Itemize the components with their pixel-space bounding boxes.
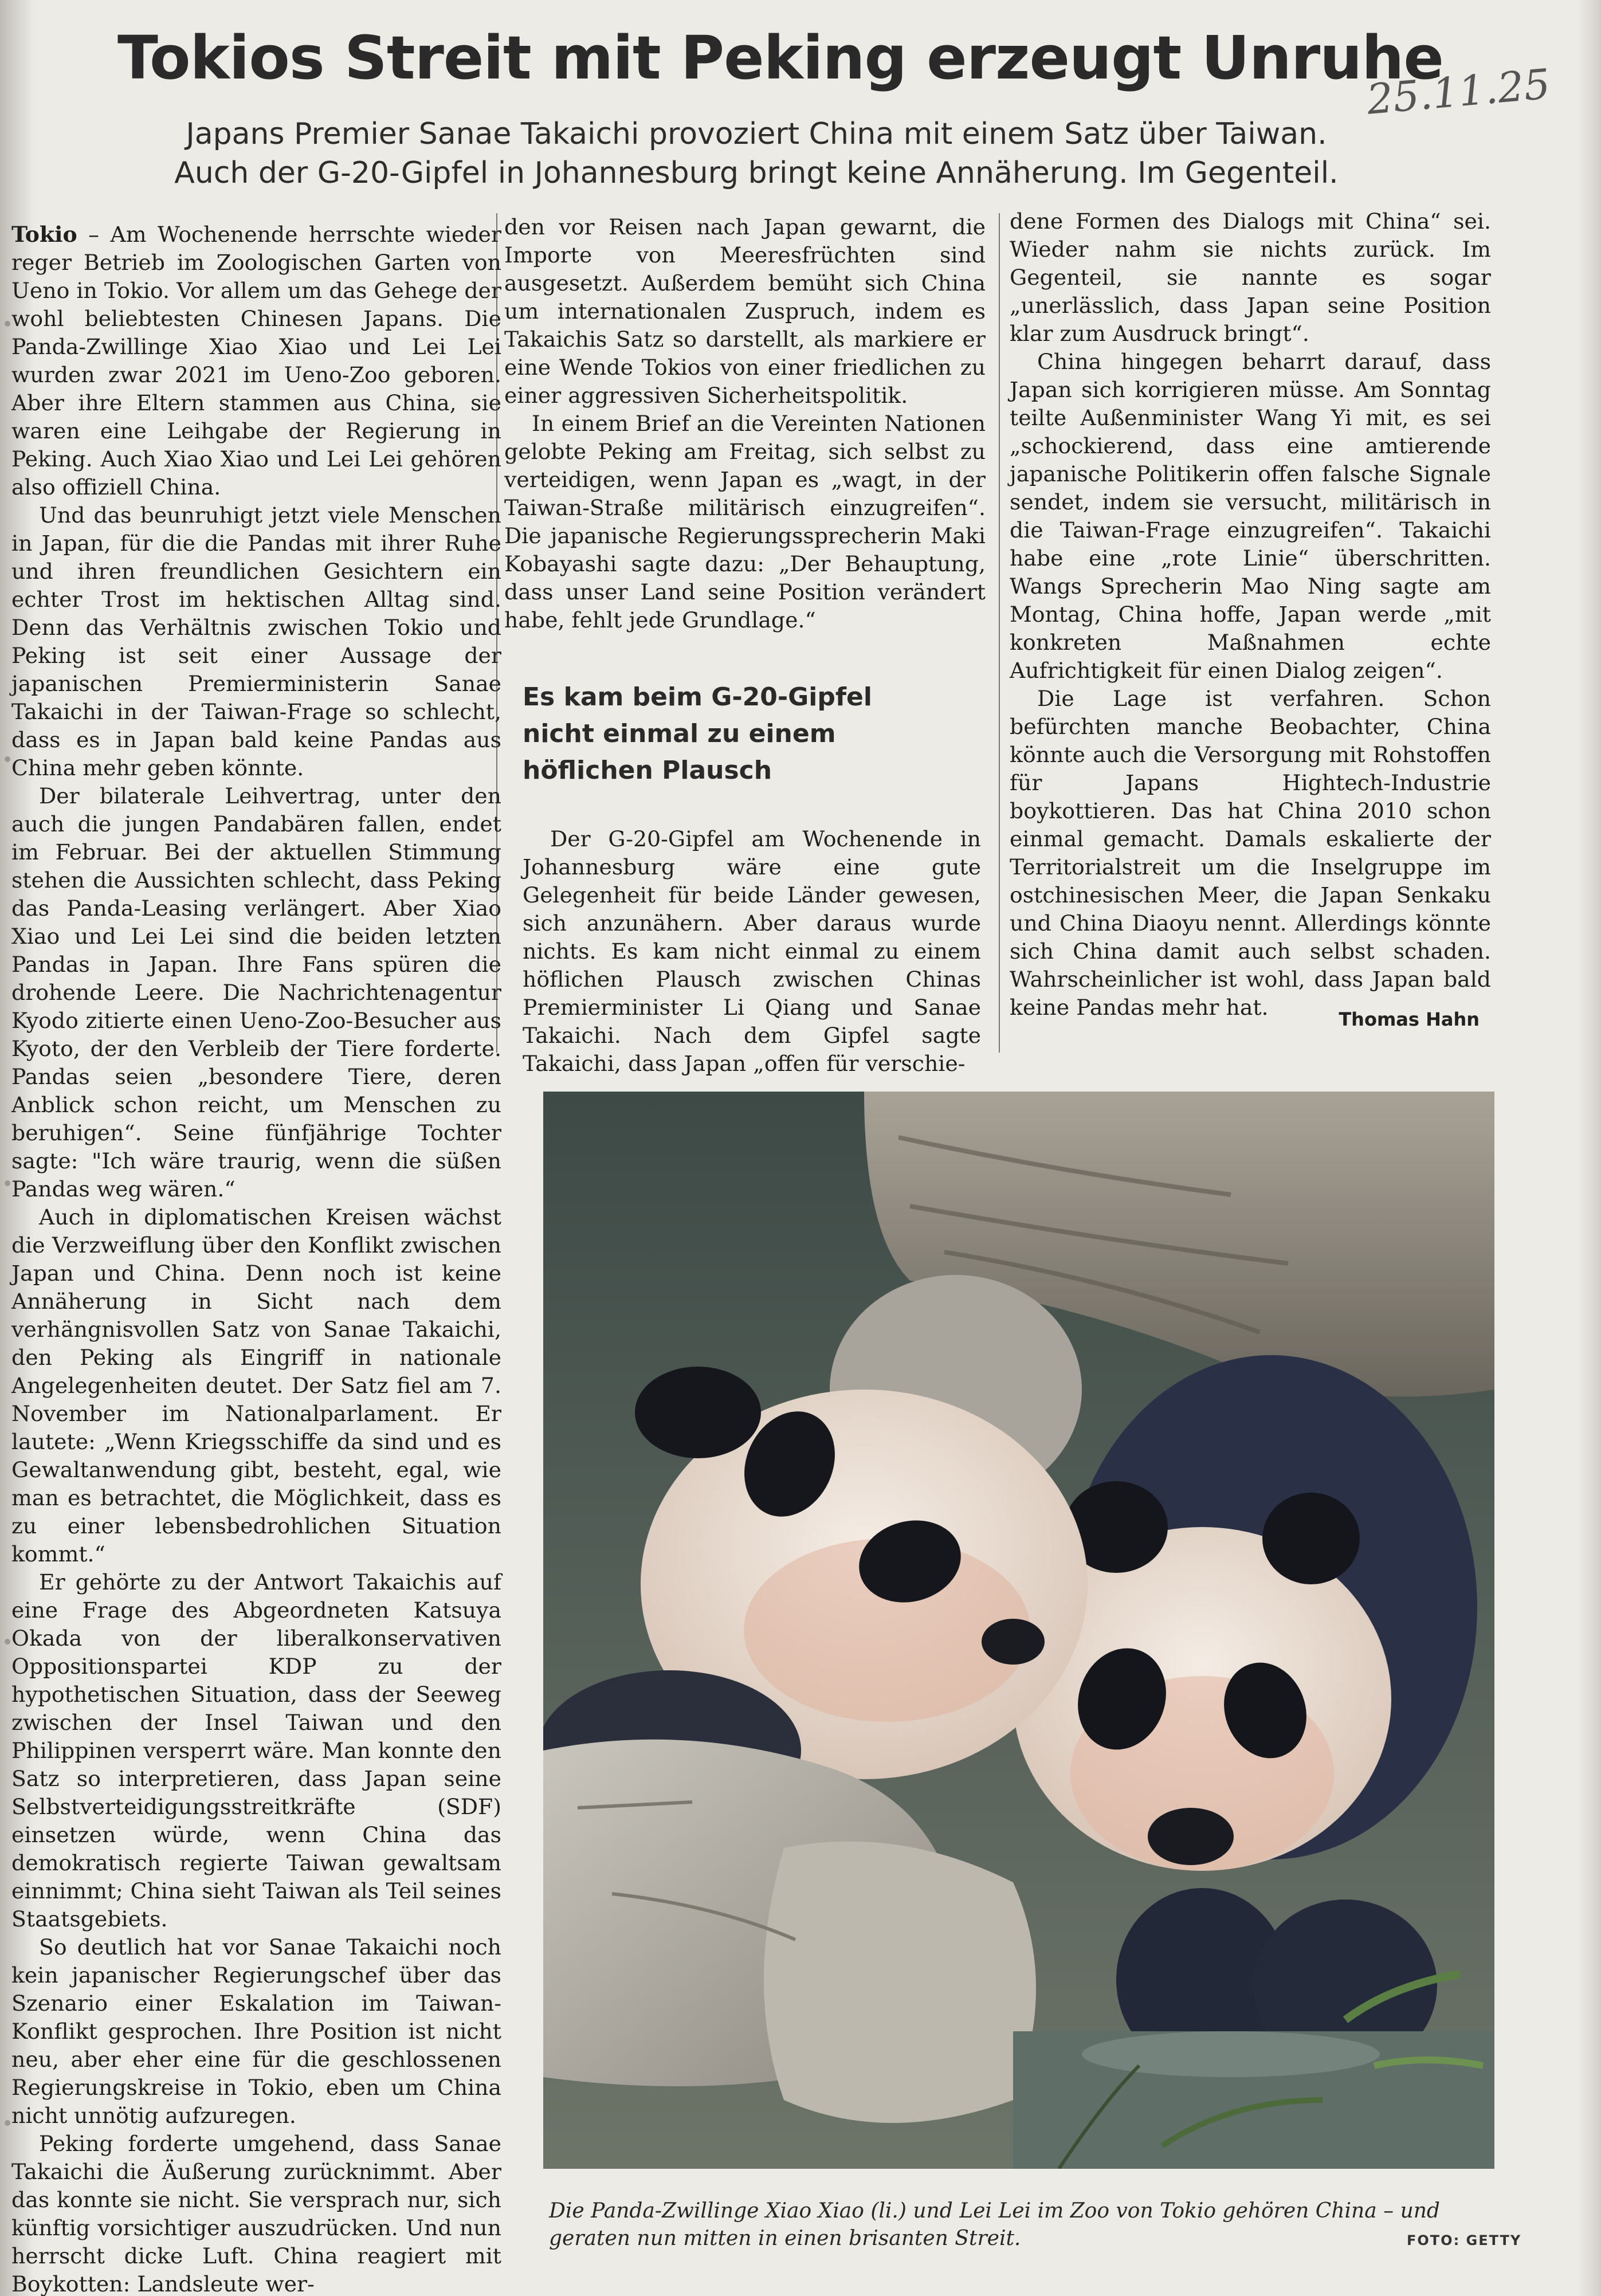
dateline-place: Tokio (11, 222, 77, 247)
headline: Tokios Streit mit Peking erzeugt Unruhe (117, 23, 1443, 93)
column-2-continued (523, 825, 981, 1078)
subheadline (115, 115, 1398, 193)
margin-dot (5, 1180, 10, 1186)
paragraph: Der G-20-Gipfel am Wochenende in Johannesburg wäre eine gute Gelegenheit für beide Länder gewesen, sich anzunähern. Aber daraus wurde nichts. Es kam nicht einmal zu einem höflichen Plausch zwischen Chinas Premierminister Li Qiang und Sanae Takaichi. Nach dem Gipfel sagte Takaichi, dass Japan „offen für verschie- (523, 826, 981, 1076)
paragraph: Er gehörte zu der Antwort Takaichis auf eine Frage des Abgeordneten Katsuya Okada von der liberalkonservativen Oppositionspartei KDP zu der hypothetischen Situation, dass der Seeweg zwischen der Insel Taiwan und den Philippinen versperrt wäre. Man konnte den Satz so interpretieren, dass Japan seine Selbstverteidigungsstreitkräfte (SDF) einsetzen würde, wenn China das demokratisch regierte Taiwan gewaltsam einnimmt; China sieht Taiwan als Teil seines Staatsgebiets. (11, 1569, 501, 1932)
margin-dot (5, 321, 10, 327)
column-rule-2 (999, 213, 1000, 1053)
column-3 (1010, 207, 1491, 1022)
article-subhead: Es kam beim G-20-Gipfel nicht einmal zu einem höflichen Plausch (523, 682, 872, 785)
paragraph: den vor Reisen nach Japan gewarnt, die Importe von Meeresfrüchten sind ausgesetzt. Außerdem bemüht sich China um internationalen Zuspruch, indem es Takaichis Satz so darstellt, als markiere er eine Wende Tokios von einer friedlichen zu einer aggressiven Sicherheitspolitik. (504, 214, 986, 408)
author-byline: Thomas Hahn (1339, 1008, 1480, 1030)
paragraph (11, 221, 501, 501)
paragraph: Auch in diplomatischen Kreisen wächst die Verzweiflung über den Konflikt zwischen Japan und China. Denn noch ist keine Annäherung in Sicht nach dem verhängnisvollen Satz von Sanae Takaichi, den Peking als Eingriff in nationale Angelegenheiten deutet. Der Satz fiel am 7. November im Nationalparlament. Er lautete: „Wenn Kriegsschiffe da sind und es Gewaltanwendung gibt, besteht, egal, wie man es betrachtet, die Möglichkeit, dass es zu einer lebensbedrohlichen Situation kommt.“ (11, 1204, 501, 1567)
paragraph: In einem Brief an die Vereinten Nationen gelobte Peking am Freitag, sich selbst zu verteidigen, wenn Japan es „wagt, in der Taiwan-Straße militärisch einzugreifen“. Die japanische Regierungssprecherin Maki Kobayashi sagte dazu: „Der Behauptung, dass unser Land seine Position verändert habe, fehlt jede Grundlage.“ (504, 411, 986, 633)
paragraph: Und das beunruhigt jetzt viele Menschen in Japan, für die die Pandas mit ihrer Ruhe und ihren freundlichen Gesichtern ein echter Trost im hektischen Alltag sind. Denn das Verhältnis zwischen Tokio und Peking ist seit einer Aussage der japanischen Premierministerin Sanae Takaichi in der Taiwan-Frage so schlecht, dass es in Japan bald keine Pandas aus China mehr geben könnte. (11, 503, 501, 780)
paragraph: Der bilaterale Leihvertrag, unter den auch die jungen Pandabären fallen, endet im Februar. Bei der aktuellen Stimmung stehen die Aussichten schlecht, dass Peking das Panda-Leasing verlängert. Aber Xiao Xiao und Lei Lei sind die beiden letzten Pandas in Japan. Ihre Fans spüren die drohende Leere. Die Nachrichtenagentur Kyodo zitierte einen Ueno-Zoo-Besucher aus Kyoto, der den Verbleib der Tiere forderte. Pandas seien „besondere Tiere, deren Anblick schon reicht, um Menschen zu beruhigen“. Seine fünfjährige Tochter sagte: "Ich wäre traurig, wenn die süßen Pandas weg wären.“ (11, 783, 501, 1202)
subheadline-line-1: Japans Premier Sanae Takaichi provoziert China mit einem Satz über Taiwan. (186, 117, 1327, 151)
photo-caption: Die Panda-Zwillinge Xiao Xiao (li.) und Lei Lei im Zoo von Tokio gehören China – und geraten nun mitten in einen brisanten Streit. (549, 2199, 1440, 2250)
paragraph: China hingegen beharrt darauf, dass Japan sich korrigieren müsse. Am Sonntag teilte Außenminister Wang Yi mit, es sei „schockierend, dass eine amtierende japanische Politikerin offen falsche Signale sendet, indem sie versucht, militärisch in die Taiwan-Frage einzugreifen“. Takaichi habe eine „rote Linie“ überschritten. Wangs Sprecherin Mao Ning sagte am Montag, China hoffe, Japan werde „mit konkreten Maßnahmen echte Aufrichtigkeit für einen Dialog zeigen“. (1010, 349, 1491, 683)
margin-dot (5, 1639, 10, 1645)
margin-dot (5, 756, 10, 762)
paragraph: Peking forderte umgehend, dass Sanae Takaichi die Äußerung zurücknimmt. Aber das konnte sie nicht. Sie versprach nur, sich künftig vorsichtiger auszudrücken. Und nun herrscht dicke Luft. China reagiert mit Boykotten: Landsleute wer- (11, 2131, 501, 2296)
column-2 (504, 213, 986, 634)
photo-credit: FOTO: GETTY (1407, 2232, 1522, 2248)
panda-photo (543, 1092, 1494, 2169)
page-shadow-right (1578, 0, 1601, 2296)
paragraph: So deutlich hat vor Sanae Takaichi noch kein japanischer Regierungschef über das Szenario einer Eskalation im Taiwan-Konflikt gesprochen. Ihre Position ist nicht neu, aber eher eine für die geschlossenen Regierungskreise in Tokio, eben um China nicht unnötig aufzuregen. (11, 1934, 501, 2128)
paragraph: Die Lage ist verfahren. Schon befürchten manche Beobachter, China könnte auch die Versorgung mit Rohstoffen für Japans Hightech-Industrie boykottieren. Das hat China 2010 schon einmal gemacht. Damals eskalierte der Territorialstreit um die Inselgruppe im ostchinesischen Meer, die Japan Senkaku und China Diaoyu nennt. Allerdings könnte sich China damit auch selbst schaden. Wahrscheinlicher ist wohl, dass Japan bald keine Pandas mehr hat. (1010, 686, 1491, 1020)
handwritten-date: 25.11.25 (1364, 60, 1552, 124)
column-1 (11, 221, 501, 2296)
margin-dot (5, 2120, 10, 2126)
paragraph: dene Formen des Dialogs mit China“ sei. Wieder nahm sie nichts zurück. Im Gegenteil, sie nannte es sogar „unerlässlich, dass Japan seine Position klar zum Ausdruck bringt“. (1010, 209, 1491, 346)
paragraph-text: – Am Wochenende herrschte wieder reger Betrieb im Zoologischen Garten von Ueno in Tokio. Vor allem um das Gehege der wohl beliebtesten Chinesen Japans. Die Panda-Zwillinge Xiao Xiao und Lei Lei wurden zwar 2021 im Ueno-Zoo geboren. Aber ihre Eltern stammen aus China, sie waren eine Leihgabe der Regierung in Peking. Auch Xiao Xiao und Lei Lei gehören also offiziell China. (11, 222, 501, 500)
subheadline-line-2: Auch der G-20-Gipfel in Johannesburg bringt keine Annäherung. Im Gegenteil. (174, 156, 1339, 190)
